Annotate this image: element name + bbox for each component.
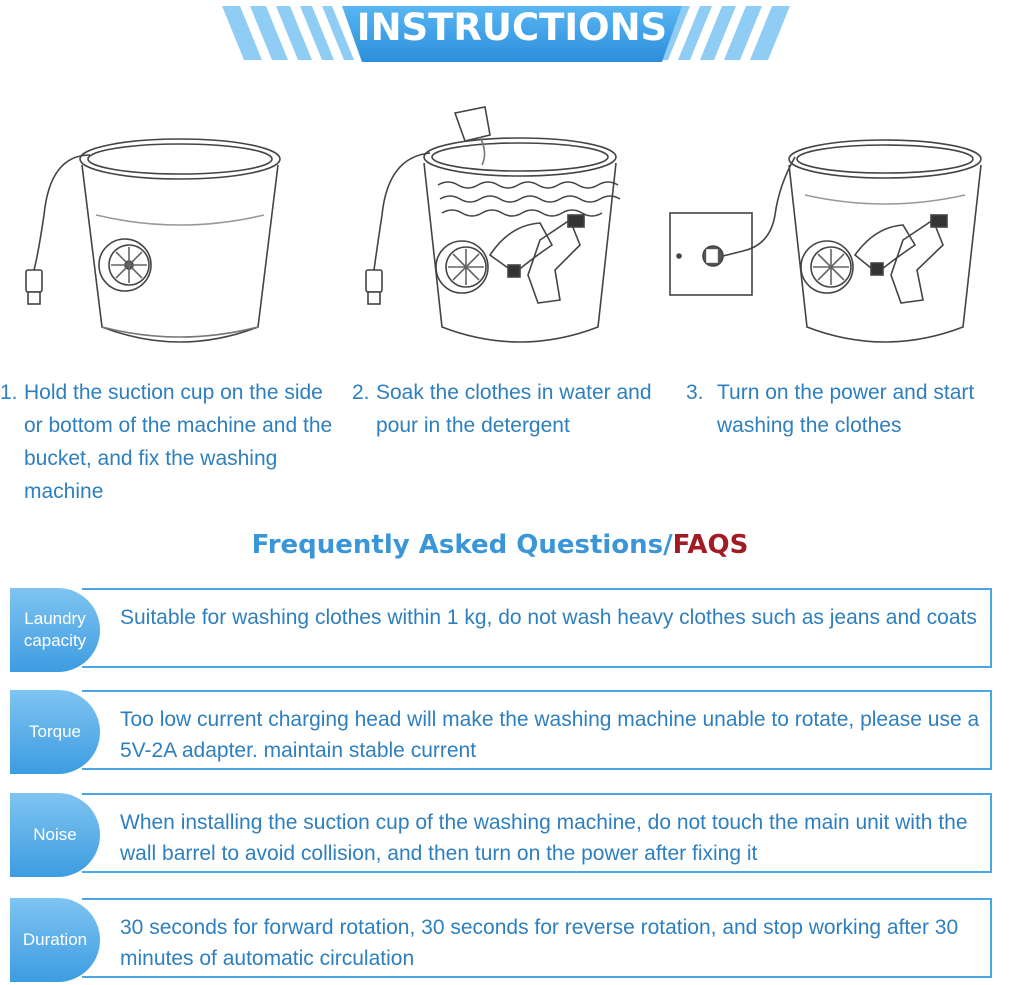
step-3-number: 3. [686, 381, 704, 404]
bucket-plugged-into-outlet-icon [665, 95, 1005, 370]
faq-item-duration [10, 898, 994, 982]
faq-tag [10, 588, 100, 672]
faq-heading-accent: FAQS [672, 530, 749, 560]
step-2-description: Soak the clothes in water and pour in the detergent [376, 381, 652, 437]
bucket-with-water-and-socks-icon [340, 95, 680, 370]
faq-tag-line2: capacity [23, 631, 87, 650]
faq-tag [10, 793, 100, 877]
faq-tag [10, 690, 100, 774]
faq-answer: When installing the suction cup of the washing machine, do not touch the main unit with the wall barrel to avoid collision, and then turn on the power after fixing it [120, 811, 968, 865]
faq-tag-line1: Duration [22, 930, 88, 949]
faq-tag-line1: Laundry [24, 609, 86, 628]
instructions-banner [0, 0, 1024, 80]
faq-answer: Too low current charging head will make the washing machine unable to rotate, please use a 5V-2A adapter. maintain stable current [120, 708, 980, 762]
bucket-with-suction-washer-icon [10, 95, 350, 370]
faq-answer: Suitable for washing clothes within 1 kg, do not wash heavy clothes such as jeans and coats [120, 606, 977, 629]
step-1-description: Hold the suction cup on the side or bottom of the machine and the bucket, and fix the washing machine [24, 381, 333, 503]
step-2-number: 2. [352, 381, 370, 404]
step-2-text [352, 376, 652, 442]
step-1-illustration [10, 95, 350, 370]
faq-tag-line1: Noise [33, 825, 77, 844]
step-3-text [686, 376, 1016, 442]
step-3-description: Turn on the power and start washing the clothes [717, 381, 975, 437]
faq-item-laundry-capacity [10, 588, 994, 672]
faq-item-torque [10, 690, 994, 774]
faq-heading-main: Frequently Asked Questions/ [251, 530, 673, 560]
step-3-illustration [665, 95, 1005, 370]
faq-tag [10, 898, 100, 982]
faq-answer: 30 seconds for forward rotation, 30 seconds for reverse rotation, and stop working after 30 minutes of automatic circulation [120, 916, 959, 970]
faq-item-noise [10, 793, 994, 877]
faq-heading [0, 530, 1000, 560]
step-1-number: 1. [0, 381, 18, 404]
step-1-text [0, 376, 340, 508]
step-2-illustration [340, 95, 680, 370]
banner-title: INSTRUCTIONS [356, 6, 668, 49]
faq-tag-line1: Torque [29, 722, 81, 741]
